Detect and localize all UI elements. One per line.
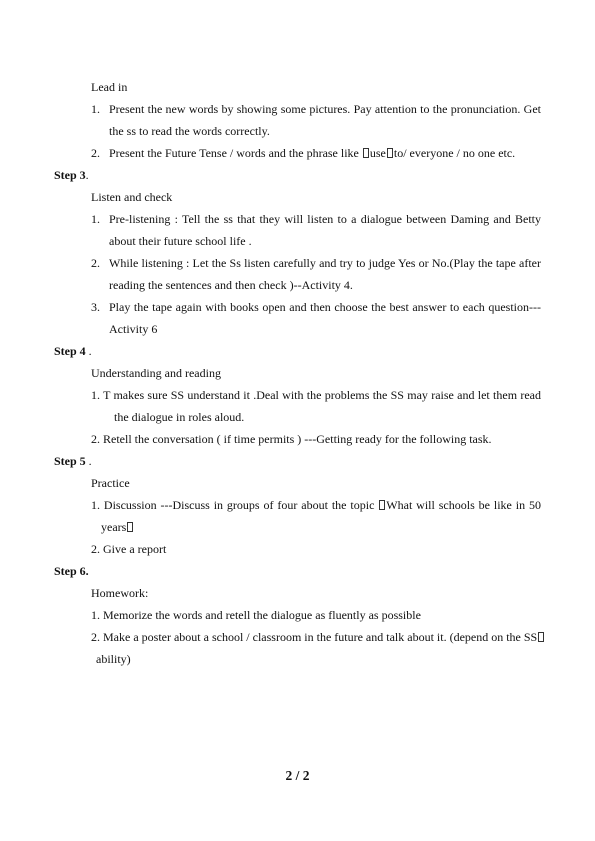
step-3-item-1-line-1: Pre-listening : Tell the ss that they will listen to a dialogue between Daming and Betty <box>109 212 541 226</box>
lead-in-item-2-part-1: Present the Future Tense / words and the phrase like <box>109 146 362 160</box>
step-4-item-1-line-2: the dialogue in roles aloud. <box>114 410 245 424</box>
step-3-subheading: Listen and check <box>91 190 173 204</box>
step-3-item-3-line-1: Play the tape again with books open and then choose the best answer to each question--- <box>109 300 541 314</box>
step-3-heading <box>54 168 89 182</box>
step-5-item-1-line-2 <box>101 520 134 534</box>
lead-in-item-2-text <box>109 146 515 160</box>
step-6-item-2-line-1 <box>91 630 545 644</box>
step-3-item-2-number: 2. <box>91 256 100 270</box>
lead-in-item-1-line-2: the ss to read the words correctly. <box>109 124 270 138</box>
lead-in-item-2-number: 2. <box>91 146 100 160</box>
step-3-item-3-number: 3. <box>91 300 100 314</box>
step-5-item-2-line-1: 2. Give a report <box>91 542 167 556</box>
lead-in-item-2-part-3: to/ everyone / no one etc. <box>393 146 516 160</box>
step-3-item-1-number: 1. <box>91 212 100 226</box>
missing-glyph-icon <box>538 632 544 642</box>
missing-glyph-icon <box>387 148 393 158</box>
step-5-label: Step 5 <box>54 454 86 468</box>
page-number: 2 / 2 <box>285 768 310 783</box>
step-3-item-2-line-1: While listening : Let the Ss listen carefully and try to judge Yes or No.(Play the tape after <box>109 256 541 270</box>
step-5-heading <box>54 454 92 468</box>
step-3-item-1-line-2: about their future school life . <box>109 234 252 248</box>
step-3-suffix: . <box>85 168 89 182</box>
step-5-item-1-line-2-text: years <box>101 520 127 534</box>
step-4-heading <box>54 344 92 358</box>
missing-glyph-icon <box>363 148 369 158</box>
lead-in-item-1-number: 1. <box>91 102 100 116</box>
step-6-heading: Step 6. <box>54 564 89 578</box>
step-5-subheading: Practice <box>91 476 130 490</box>
missing-glyph-icon <box>127 522 133 532</box>
step-5-suffix: . <box>85 454 92 468</box>
lead-in-item-2-part-2: use <box>369 146 386 160</box>
lead-in-heading: Lead in <box>91 80 128 94</box>
step-3-item-2-line-2: reading the sentences and then check )--Activity 4. <box>109 278 353 292</box>
step-4-subheading: Understanding and reading <box>91 366 221 380</box>
step-4-suffix: . <box>85 344 92 358</box>
step-4-item-2-line-1: 2. Retell the conversation ( if time permits ) ---Getting ready for the following task. <box>91 432 492 446</box>
step-6-subheading: Homework: <box>91 586 149 600</box>
step-5-item-1-line-1 <box>91 498 541 512</box>
step-6-item-2-line-2: ability) <box>96 652 131 666</box>
step-5-item-1-part-1: 1. Discussion ---Discuss in groups of four about the topic <box>91 498 379 512</box>
step-5-item-1-part-2: What will schools be like in 50 <box>386 498 542 512</box>
step-3-label: Step 3 <box>54 168 86 182</box>
step-4-label: Step 4 <box>54 344 86 358</box>
step-6-item-1-line-1: 1. Memorize the words and retell the dialogue as fluently as possible <box>91 608 421 622</box>
step-3-item-3-line-2: Activity 6 <box>109 322 158 336</box>
lead-in-item-1-line-1: Present the new words by showing some pictures. Pay attention to the pronunciation. Get <box>109 102 541 116</box>
step-4-item-1-line-1: 1. T makes sure SS understand it .Deal with the problems the SS may raise and let them read <box>91 388 541 402</box>
step-6-item-2-line-1-text: 2. Make a poster about a school / classroom in the future and talk about it. (depend on the SS <box>91 630 538 644</box>
missing-glyph-icon <box>379 500 385 510</box>
